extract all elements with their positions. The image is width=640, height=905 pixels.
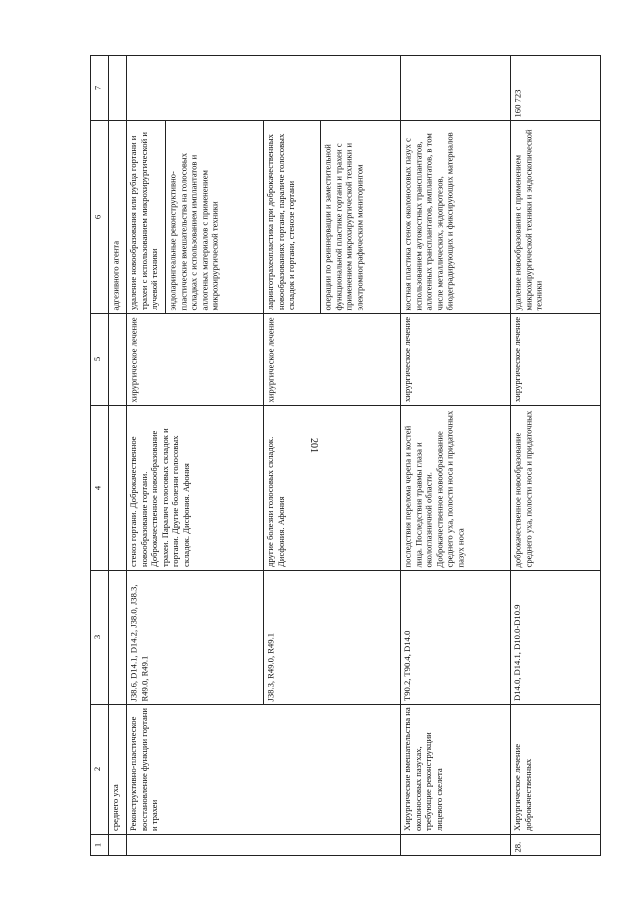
row1-col2-text: Реконструктивно-пластическое восстановление функции гортани и трахеи bbox=[128, 708, 160, 831]
row3-col2 bbox=[510, 704, 600, 834]
row1-col6d-text: операции по реиннервации и заместительной функциональной пластике гортани и трахеи с применением микрохирургической техники и электромиографическим мониторингом bbox=[322, 142, 364, 310]
row2-col2 bbox=[400, 704, 510, 834]
row3-col3 bbox=[510, 570, 600, 704]
row3-col3-text: D14.0, D14.1, D10.0-D10.9 bbox=[512, 604, 522, 701]
header-cell-4-text: 4 bbox=[92, 485, 102, 490]
row2-col6-text: костная пластика стенок околоносовых пазух с использованием аутокостных трансплантатов, аллогенных трансплантатов, имплантатов, в том числе металлических, эндопротезов, биодеградирующих и фиксирующих материалов bbox=[402, 131, 455, 310]
header-cell-1 bbox=[90, 834, 108, 855]
row1-col6a-text: удаление новообразования или рубца гортани и трахеи с использованием микрохирургической и лучевой техники bbox=[128, 132, 160, 310]
header-cell-3-text: 3 bbox=[92, 634, 102, 640]
row0-col2 bbox=[108, 704, 126, 834]
row0-col6-text: адгезивного агента bbox=[110, 240, 120, 310]
header-cell-4 bbox=[90, 405, 108, 570]
row1-col6c bbox=[263, 120, 320, 313]
row2-col2-text: Хирургические вмешательства на околоносовых пазухах, требующие реконструкции лицевого скелета bbox=[402, 707, 444, 831]
row3-col1 bbox=[510, 834, 600, 855]
header-cell-3 bbox=[90, 570, 108, 704]
row1-subrule-a bbox=[263, 120, 264, 704]
row1-col3b-text: J38.3, R49.0, R49.1 bbox=[265, 632, 275, 701]
page-number: 201 bbox=[308, 438, 319, 453]
row1-col6b-text: эндоларингеальные реконструктивно-пластические вмешательства на голосовых складках с использованием имплантатов и аллогеных материалов с применением микрохирургической техники bbox=[167, 152, 220, 310]
row2-col6 bbox=[400, 120, 510, 313]
row1-col4a bbox=[126, 405, 263, 570]
row3-col4-text: доброкачественное новообразование среднего уха, полости носа и придаточных bbox=[512, 410, 533, 567]
header-cell-7-text: 7 bbox=[92, 85, 102, 90]
header-cell-5 bbox=[90, 313, 108, 405]
header-cell-1-text: 1 bbox=[92, 842, 102, 847]
row1-col3b bbox=[263, 570, 400, 704]
row1-col3a-text: J38.6, D14.1, D14.2, J38.0, J38.3, R49.0, R49.1 bbox=[128, 584, 149, 701]
row1-col6b bbox=[165, 120, 263, 313]
row2-col5-text: хирургическое лечение bbox=[402, 316, 412, 402]
row1-col4b-text: другие болезни голосовых складок. Дисфония. Афония bbox=[265, 436, 286, 567]
row3-col4 bbox=[510, 405, 600, 570]
row1-col5b-text: хирургическое лечение bbox=[265, 316, 275, 402]
header-cell-5-text: 5 bbox=[92, 356, 102, 362]
row2-col5 bbox=[400, 313, 510, 405]
row2-col3-text: T90.2, T90.4, D14.0 bbox=[402, 630, 412, 701]
row3-col6-text: удаление новообразования с применением микрохирургической техники и эндоскопической техники bbox=[512, 129, 544, 310]
row3-col5 bbox=[510, 313, 600, 405]
row1-col5b bbox=[263, 313, 400, 405]
frame-bottom bbox=[90, 855, 601, 856]
row2-col3 bbox=[400, 570, 510, 704]
row1-col4b bbox=[263, 405, 400, 570]
header-cell-2-text: 2 bbox=[92, 766, 102, 772]
header-cell-6 bbox=[90, 120, 108, 313]
row3-col6 bbox=[510, 120, 600, 313]
row1-col4a-text: стеноз гортани. Доброкачественное новообразование гортани. Доброкачественное новообразование трахеи. Паралич голосовых складок и гортани. Другие болезни голосовых складок. Дисфония. Афония bbox=[128, 428, 191, 567]
header-cell-7 bbox=[90, 55, 108, 120]
row1-col6c-text: ларинготрахеопластика при доброкачественных новообразованиях гортани, параличе голосовых складок и гортани, стенозе гортани bbox=[265, 133, 297, 310]
row2-col4-text: последствия перелома черепа и костей лица. Последствия травмы глаза и окологлазничной области. Доброкачественное новообразование среднего уха, полости носа и придаточных пазух носа bbox=[402, 410, 465, 567]
header-cell-6-text: 6 bbox=[92, 214, 102, 219]
row1-col2 bbox=[126, 704, 400, 834]
row1-subrule-c bbox=[320, 120, 321, 313]
header-cell-2 bbox=[90, 704, 108, 834]
row3-col7 bbox=[510, 55, 600, 120]
row3-col5-text: хирургическое лечение bbox=[512, 316, 522, 402]
row2-col4 bbox=[400, 405, 510, 570]
row3-col1-text: 28. bbox=[512, 841, 522, 852]
row0-col2-text: среднего уха bbox=[110, 784, 120, 831]
row1-subrule-m bbox=[165, 120, 166, 313]
frame-right bbox=[600, 55, 601, 855]
row3-col2-text: Хирургическое лечение доброкачественных bbox=[512, 743, 533, 831]
row1-col6a bbox=[126, 120, 165, 313]
row1-col6d bbox=[320, 120, 400, 313]
row0-col6 bbox=[108, 120, 126, 313]
row1-col5-text: хирургическое лечение bbox=[128, 316, 138, 402]
row3-col7-text: 160 723 bbox=[512, 89, 522, 117]
row1-col3a bbox=[126, 570, 263, 704]
row1-col5 bbox=[126, 313, 263, 405]
